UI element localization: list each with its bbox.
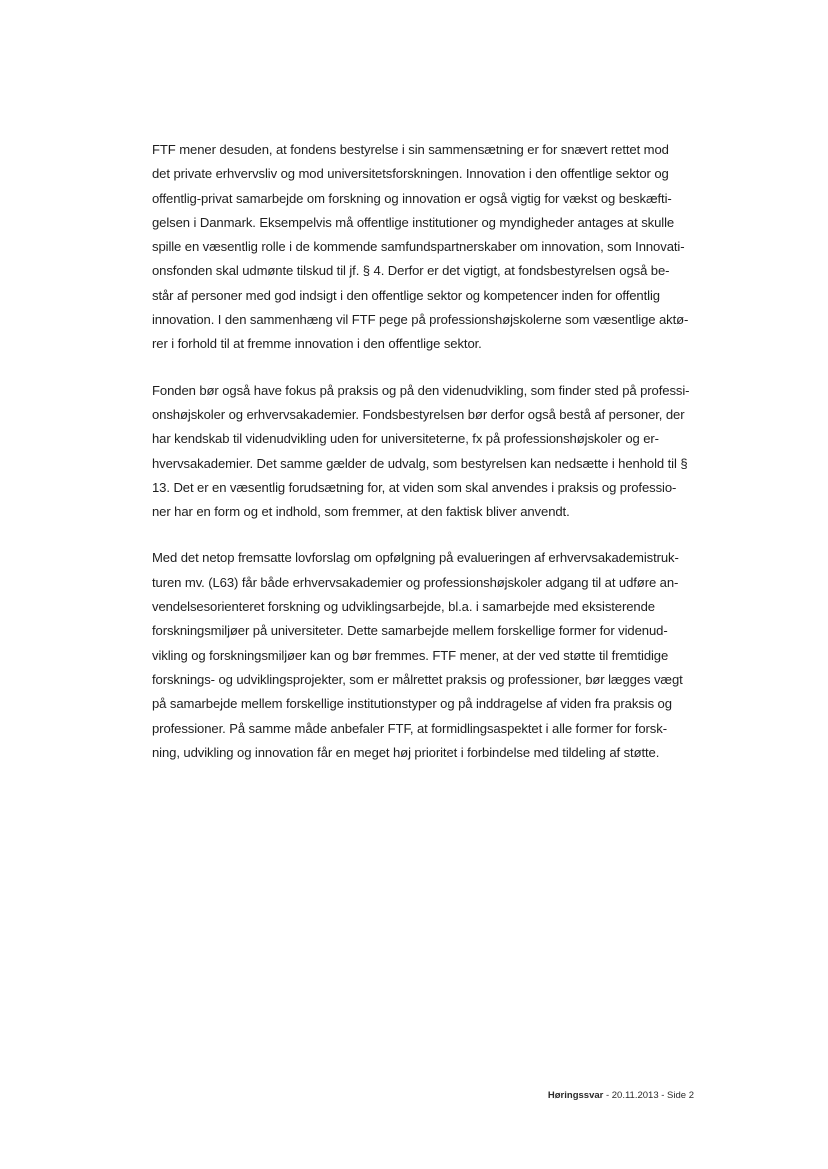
text-line: turen mv. (L63) får både erhvervsakademier og professionshøjskoler adgang til at udføre an- — [152, 574, 679, 590]
footer-date-page: - 20.11.2013 - Side 2 — [603, 1090, 694, 1101]
text-line: det private erhvervsliv og mod universitetsforskningen. Innovation i den offentlige sektor og — [152, 166, 669, 182]
text-line: spille en væsentlig rolle i de kommende samfundspartnerskaber om innovation, som Innovati- — [152, 239, 685, 255]
footer-document-type: Høringssvar — [547, 1090, 604, 1101]
text-line: vikling og forskningsmiljøer kan og bør fremmes. FTF mener, at der ved støtte til fremtidige — [152, 647, 669, 663]
text-line: står af personer med god indsigt i den offentlige sektor og kompetencer inden for offentlig — [152, 287, 660, 303]
paragraph-bill-l63 — [152, 546, 712, 765]
text-line: onsfonden skal udmønte tilskud til jf. § 4. Derfor er det vigtigt, at fondsbestyrelsen også be- — [152, 263, 670, 279]
page-footer — [548, 1090, 694, 1101]
text-line: gelsen i Danmark. Eksempelvis må offentlige institutioner og myndigheder antages at skulle — [152, 214, 675, 230]
text-line: professioner. På samme måde anbefaler FTF, at formidlingsaspektet i alle former for forsk- — [152, 720, 667, 736]
text-line: onshøjskoler og erhvervsakademier. Fondsbestyrelsen bør derfor også bestå af personer, der — [152, 406, 685, 422]
text-line: innovation. I den sammenhæng vil FTF pege på professionshøjskolerne som væsentlige aktø- — [152, 312, 689, 328]
text-line: har kendskab til videnudvikling uden for universiteterne, fx på professionshøjskoler og er- — [152, 431, 659, 447]
text-line: FTF mener desuden, at fondens bestyrelse i sin sammensætning er for snævert rettet mod — [152, 142, 669, 157]
text-line: offentlig-privat samarbejde om forskning og innovation er også vigtig for vækst og beskæfti- — [152, 190, 672, 206]
text-line: Med det netop fremsatte lovforslag om opfølgning på evalueringen af erhvervsakademistruk- — [152, 550, 679, 566]
text-line: hvervsakademier. Det samme gælder de udvalg, som bestyrelsen kan nedsætte i henhold til § — [152, 455, 688, 471]
text-line: ner har en form og et indhold, som fremmer, at den faktisk bliver anvendt. — [152, 504, 570, 520]
body-text — [152, 138, 712, 787]
paragraph-board-composition — [152, 138, 712, 357]
text-line: vendelsesorienteret forskning og udviklingsarbejde, bl.a. i samarbejde med eksisterende — [152, 599, 655, 615]
text-line: forskningsmiljøer på universiteter. Dette samarbejde mellem forskellige former for videnud- — [152, 623, 668, 639]
paragraph-practice-focus — [152, 379, 712, 525]
text-line: ning, udvikling og innovation får en meget høj prioritet i forbindelse med tildeling af støtte. — [152, 744, 660, 760]
text-line: Fonden bør også have fokus på praksis og på den videnudvikling, som finder sted på professi- — [152, 382, 690, 398]
text-line: 13. Det er en væsentlig forudsætning for, at viden som skal anvendes i praksis og professio- — [152, 479, 677, 495]
text-line: rer i forhold til at fremme innovation i den offentlige sektor. — [152, 336, 482, 352]
text-line: på samarbejde mellem forskellige institutionstyper og på inddragelse af viden fra praksis og — [152, 696, 672, 712]
text-line: forsknings- og udviklingsprojekter, som er målrettet praksis og professioner, bør lægges vægt — [152, 671, 683, 687]
